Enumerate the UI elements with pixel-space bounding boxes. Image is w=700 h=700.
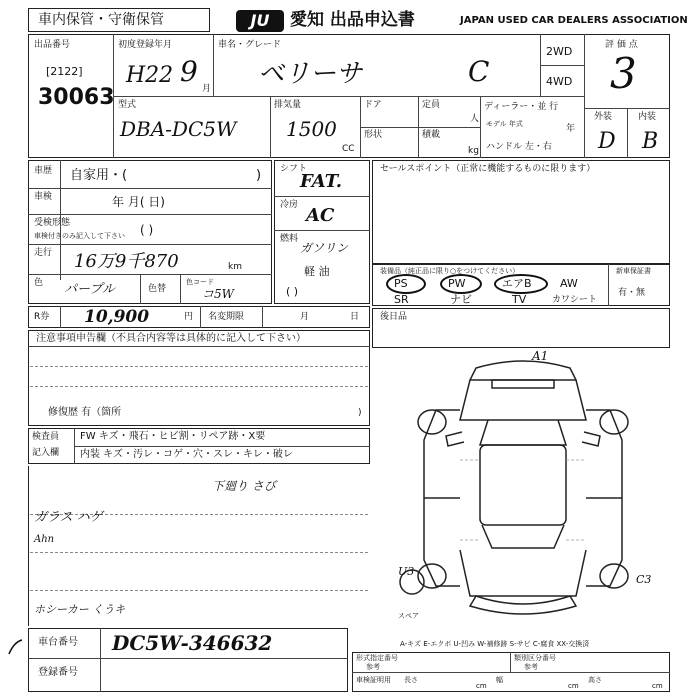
receipt-label: 受検形態 (34, 218, 71, 228)
ref-label-2: 参考 (524, 663, 538, 671)
lot-number-label: 出品番号 (34, 40, 71, 50)
color-code: コ5W (202, 287, 234, 301)
height-unit: cm (652, 682, 663, 690)
ju-logo: JU (236, 10, 284, 32)
repair-history-close: ) (358, 408, 362, 418)
chassis-number: DC5W-346632 (112, 631, 273, 655)
selling-points-label: セールスポイント（正常に機能するものに限ります） (380, 164, 596, 174)
association-name: JAPAN USED CAR DEALERS ASSOCIATION (460, 15, 688, 26)
model-year-unit: 年 (566, 124, 576, 134)
door-label: ドア (364, 100, 382, 110)
load-label: 積載 (422, 130, 441, 140)
registration-month-unit: 月 (202, 84, 212, 94)
equipment-label: 装備品（純正品に限り○をつけてください） (380, 267, 520, 275)
registration-number-label: 登録番号 (38, 667, 78, 678)
mileage-label: 走行 (34, 248, 53, 258)
car-name-label: 車名・グレード (218, 40, 282, 50)
ac-label: 冷房 (280, 200, 299, 210)
exterior-defects: FW キズ・飛石・ヒビ割・リペア跡・X要 (80, 431, 266, 442)
later-items-box (372, 308, 670, 348)
capacity-label: 定員 (422, 100, 441, 110)
notice-label: 注意事項申告欄（不具合内容等は具体的に記入して下さい） (36, 333, 306, 344)
exterior-label: 外装 (594, 112, 613, 122)
color-change-label: 色替 (148, 284, 167, 294)
load-unit: kg (468, 146, 479, 156)
repair-history-label: 修復歴 有（箇所 (48, 407, 122, 418)
car-grade: C (468, 55, 490, 88)
interior-grade: B (642, 129, 659, 154)
inspection-label: 車検 (34, 192, 53, 202)
fuel-option: 軽 油 (304, 265, 330, 278)
expiry-day: 日 (350, 312, 360, 322)
mileage-unit: km (228, 262, 242, 272)
warranty-label: 新車保証書 (616, 267, 651, 275)
selling-points-box (372, 160, 670, 264)
score-label: 評 価 点 (605, 40, 638, 50)
equip-navi: ナビ (450, 293, 472, 306)
chassis-label: 車台番号 (38, 637, 78, 648)
fuel-paren: ( ) (286, 285, 299, 298)
inspector-label: 検査員 (32, 432, 60, 442)
color-label: 色 (34, 278, 44, 288)
equip-seat: カワシート (552, 295, 598, 305)
shift-label: シフト (280, 164, 308, 174)
hand-note-underbody: 下廻り さび (212, 479, 276, 493)
registration-era: H22 (126, 63, 174, 88)
car-name: ベリーサ (258, 59, 363, 89)
length-label: 長さ (404, 676, 418, 684)
hand-note-bottom: ホシーカー くうキ (34, 603, 126, 616)
mileage-value: 16万9千870 (74, 251, 179, 272)
later-items-label: 後日品 (380, 312, 408, 322)
pen-mark (6, 636, 28, 658)
model-type-label: 型式 (118, 100, 137, 110)
class-number-label: 類別区分番号 (514, 654, 556, 662)
handle-label: ハンドル 左・右 (486, 142, 552, 152)
capacity-unit: 人 (470, 114, 480, 124)
color-value: パープル (64, 282, 115, 297)
form-title: 愛知 出品申込書 (290, 10, 415, 30)
drive-2wd: 2WD (546, 45, 573, 58)
length-unit: cm (476, 682, 487, 690)
model-type: DBA-DC5W (120, 117, 237, 141)
damage-legend: A-キズ E-エクボ U-凹み W-補修跡 S-サビ C-腐食 XX-交換済 (400, 640, 590, 648)
car-diagram (376, 350, 670, 650)
r-ticket-label: R券 (34, 312, 50, 322)
interior-defects: 内装 キズ・汚レ・コゲ・穴・スレ・キレ・破レ (80, 449, 293, 460)
equip-airbag: エアB (502, 277, 532, 290)
equip-ps: PS (394, 277, 408, 290)
r-ticket-value: 10,900 (84, 307, 150, 327)
displacement-label: 排気量 (274, 100, 302, 110)
name-change-expiry-label: 名変期限 (208, 312, 245, 322)
expiry-month: 月 (300, 312, 310, 322)
displacement-unit: CC (342, 144, 355, 154)
exterior-grade: D (598, 129, 616, 154)
storage-label: 車内保管・守衛保管 (38, 12, 164, 28)
lot-sub-number: [2122] (46, 65, 83, 78)
free-notes-area (28, 466, 370, 626)
shape-label: 形状 (364, 130, 383, 140)
registration-month: 9 (180, 55, 198, 88)
ac-value: AC (306, 205, 335, 226)
ref-label: 参考 (366, 663, 380, 671)
diagram-label-c3: C3 (636, 573, 652, 586)
receipt-paren: ( ) (140, 223, 154, 237)
width-label: 幅 (496, 676, 503, 684)
equip-ps-circle (386, 274, 426, 294)
inspection-value: 年 月( 日) (112, 195, 165, 209)
dealer-label: ディーラー・並 行 (484, 102, 559, 112)
r-ticket-row (28, 306, 370, 328)
warranty-value: 有・無 (618, 288, 646, 298)
lot-number: 30063 (38, 85, 115, 110)
cert-label: 車検証明用 (356, 676, 391, 684)
displacement-value: 1500 (286, 117, 337, 141)
history-close: ) (256, 168, 262, 183)
diagram-label-a1: A1 (532, 349, 549, 363)
height-label: 高さ (588, 676, 602, 684)
equip-pw: PW (448, 277, 466, 290)
width-unit: cm (568, 682, 579, 690)
first-registration-label: 初度登録年月 (118, 40, 173, 50)
fuel-label: 燃料 (280, 234, 299, 244)
hand-note-glass: ガラス ハゲ (34, 510, 103, 525)
equip-aw: AW (560, 277, 578, 290)
interior-label: 内装 (638, 112, 657, 122)
model-year-label: モデル 年式 (486, 120, 523, 128)
drive-4wd: 4WD (546, 75, 573, 88)
r-ticket-unit: 円 (184, 312, 194, 322)
equip-sr: SR (394, 293, 409, 306)
receipt-note: 車検付きのみ記入して下さい (34, 232, 125, 240)
equip-pw-circle (440, 274, 482, 294)
fill-label: 記入欄 (32, 448, 60, 458)
equip-tv: TV (512, 293, 527, 306)
history-label: 車歴 (34, 166, 53, 176)
history-value: 自家用・( (70, 168, 128, 183)
color-code-label: 色コード (186, 278, 214, 286)
hand-note-ahn: Ahn (34, 534, 55, 545)
form-number-label: 形式指定番号 (356, 654, 398, 662)
score-value: 3 (610, 49, 637, 98)
fuel-value: ガソリン (300, 241, 349, 255)
shift-value: FAT. (300, 171, 343, 192)
diagram-label-u3: U3 (398, 565, 415, 578)
spare-label: スペア (398, 612, 419, 620)
equip-airbag-circle (494, 274, 548, 294)
